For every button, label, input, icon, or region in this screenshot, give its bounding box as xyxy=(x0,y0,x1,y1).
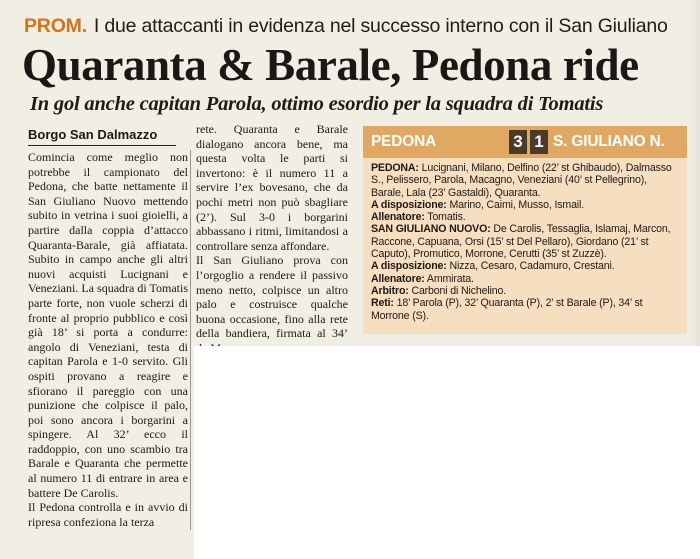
byline-location: Borgo San Dalmazzo xyxy=(28,126,176,146)
subheadline: In gol anche capitan Parola, ottimo esordio per la squadra di Tomatis xyxy=(30,93,604,115)
home-score: 3 xyxy=(509,130,527,154)
article-paragraph: Il Pedona controlla e in avvio di ripresa confeziona la terza xyxy=(28,500,188,529)
home-team-name: PEDONA xyxy=(371,133,437,150)
match-score-header xyxy=(363,126,687,158)
page-edge-shadow xyxy=(690,0,700,346)
article-paragraph: Il San Giuliano prova con l’orgoglio a rendere il passivo meno netto, colpisce un altro palo e costruisce qualche buona occasione, fino alla rete della bandiera, firmata al 34’ xyxy=(196,253,348,341)
subs-away: A disposizione: Nizza, Cesaro, Cadamuro, Crestani. xyxy=(371,260,615,273)
coach-home: Allenatore: Tomatis. xyxy=(371,211,466,224)
subs-home: A disposizione: Marino, Caimi, Musso, Ismail. xyxy=(371,198,585,211)
lineup-home: PEDONA: Lucignani, Milano, Delfino (22’ st Ghibaudo), Dalmasso S., Pelissero, Parola, Macagno, Veneziani (40’ st Pellegrino), Barale, Lala (23’ Gastaldi), Quaranta. xyxy=(371,162,672,199)
kicker-text: I due attaccanti in evidenza nel successo interno con il San Giuliano xyxy=(93,15,668,37)
article-paragraph: rete. Quaranta e Barale dialogano ancora bene, ma questa volta le parti si invertono: è il numero 11 a servire l’ex bovesano, che da pochi metri non può sbagliare (2’). Sul 3-0 i borgarini abbassano i ritmi, limitandosi a controllare senza affondare. xyxy=(196,122,348,253)
headline: Quaranta & Barale, Pedona ride xyxy=(22,40,639,90)
kicker-line xyxy=(24,14,694,38)
section-tag: PROM. xyxy=(24,15,87,37)
coach-away: Allenatore: Ammirata. xyxy=(371,272,474,285)
article-column-2 xyxy=(196,122,348,370)
goals: Reti: 18’ Parola (P), 32’ Quaranta (P), 2’ st Barale (P), 34’ st Morrone (S). xyxy=(371,297,643,322)
match-details xyxy=(371,162,681,322)
referee: Arbitro: Carboni di Nichelino. xyxy=(371,284,507,297)
match-summary-box xyxy=(363,126,687,334)
away-team-name: S. GIULIANO N. xyxy=(553,133,665,150)
article-paragraph: Comincia come meglio non potrebbe il campionato del Pedona, che batte nettamente il San Giuliano Nuovo mettendo subito in vetrina i suoi gioielli, a partire dalla coppia d’attacco Quaranta-Barale, già affiatata. Subito in campo anche gli altri nuovi acquisti Lucignani e Veneziani. La squadra di Tomatis parte forte, non vuole scherzi di fronte al proprio pubblico e così già 18’ si porta a condurre: angolo di Veneziani, testa di capitan Parola e 1-0 servito. Gli ospiti provano a reagire e sfiorano il pareggio con una punizione che colpisce il palo, poi sono ancora i borgarini a spingere. Al 32’ ecco il raddoppio, con uno scambio tra Barale e Quaranta che permette al numero 11 di entrare in area e battere De Carolis. xyxy=(28,150,188,500)
blank-cropped-area xyxy=(194,346,700,559)
lineup-away: SAN GIULIANO NUOVO: De Carolis, Tessaglia, Islamaj, Marcon, Raccone, Capuana, Orsi (15’ st Del Pellaro), Giordano (21’ st Caputo), Promutico, Morrone, Cerutti (35’ st Zuzzè). xyxy=(371,223,671,261)
away-score: 1 xyxy=(530,130,548,154)
column-divider xyxy=(190,150,191,530)
article-column-1 xyxy=(28,150,188,529)
